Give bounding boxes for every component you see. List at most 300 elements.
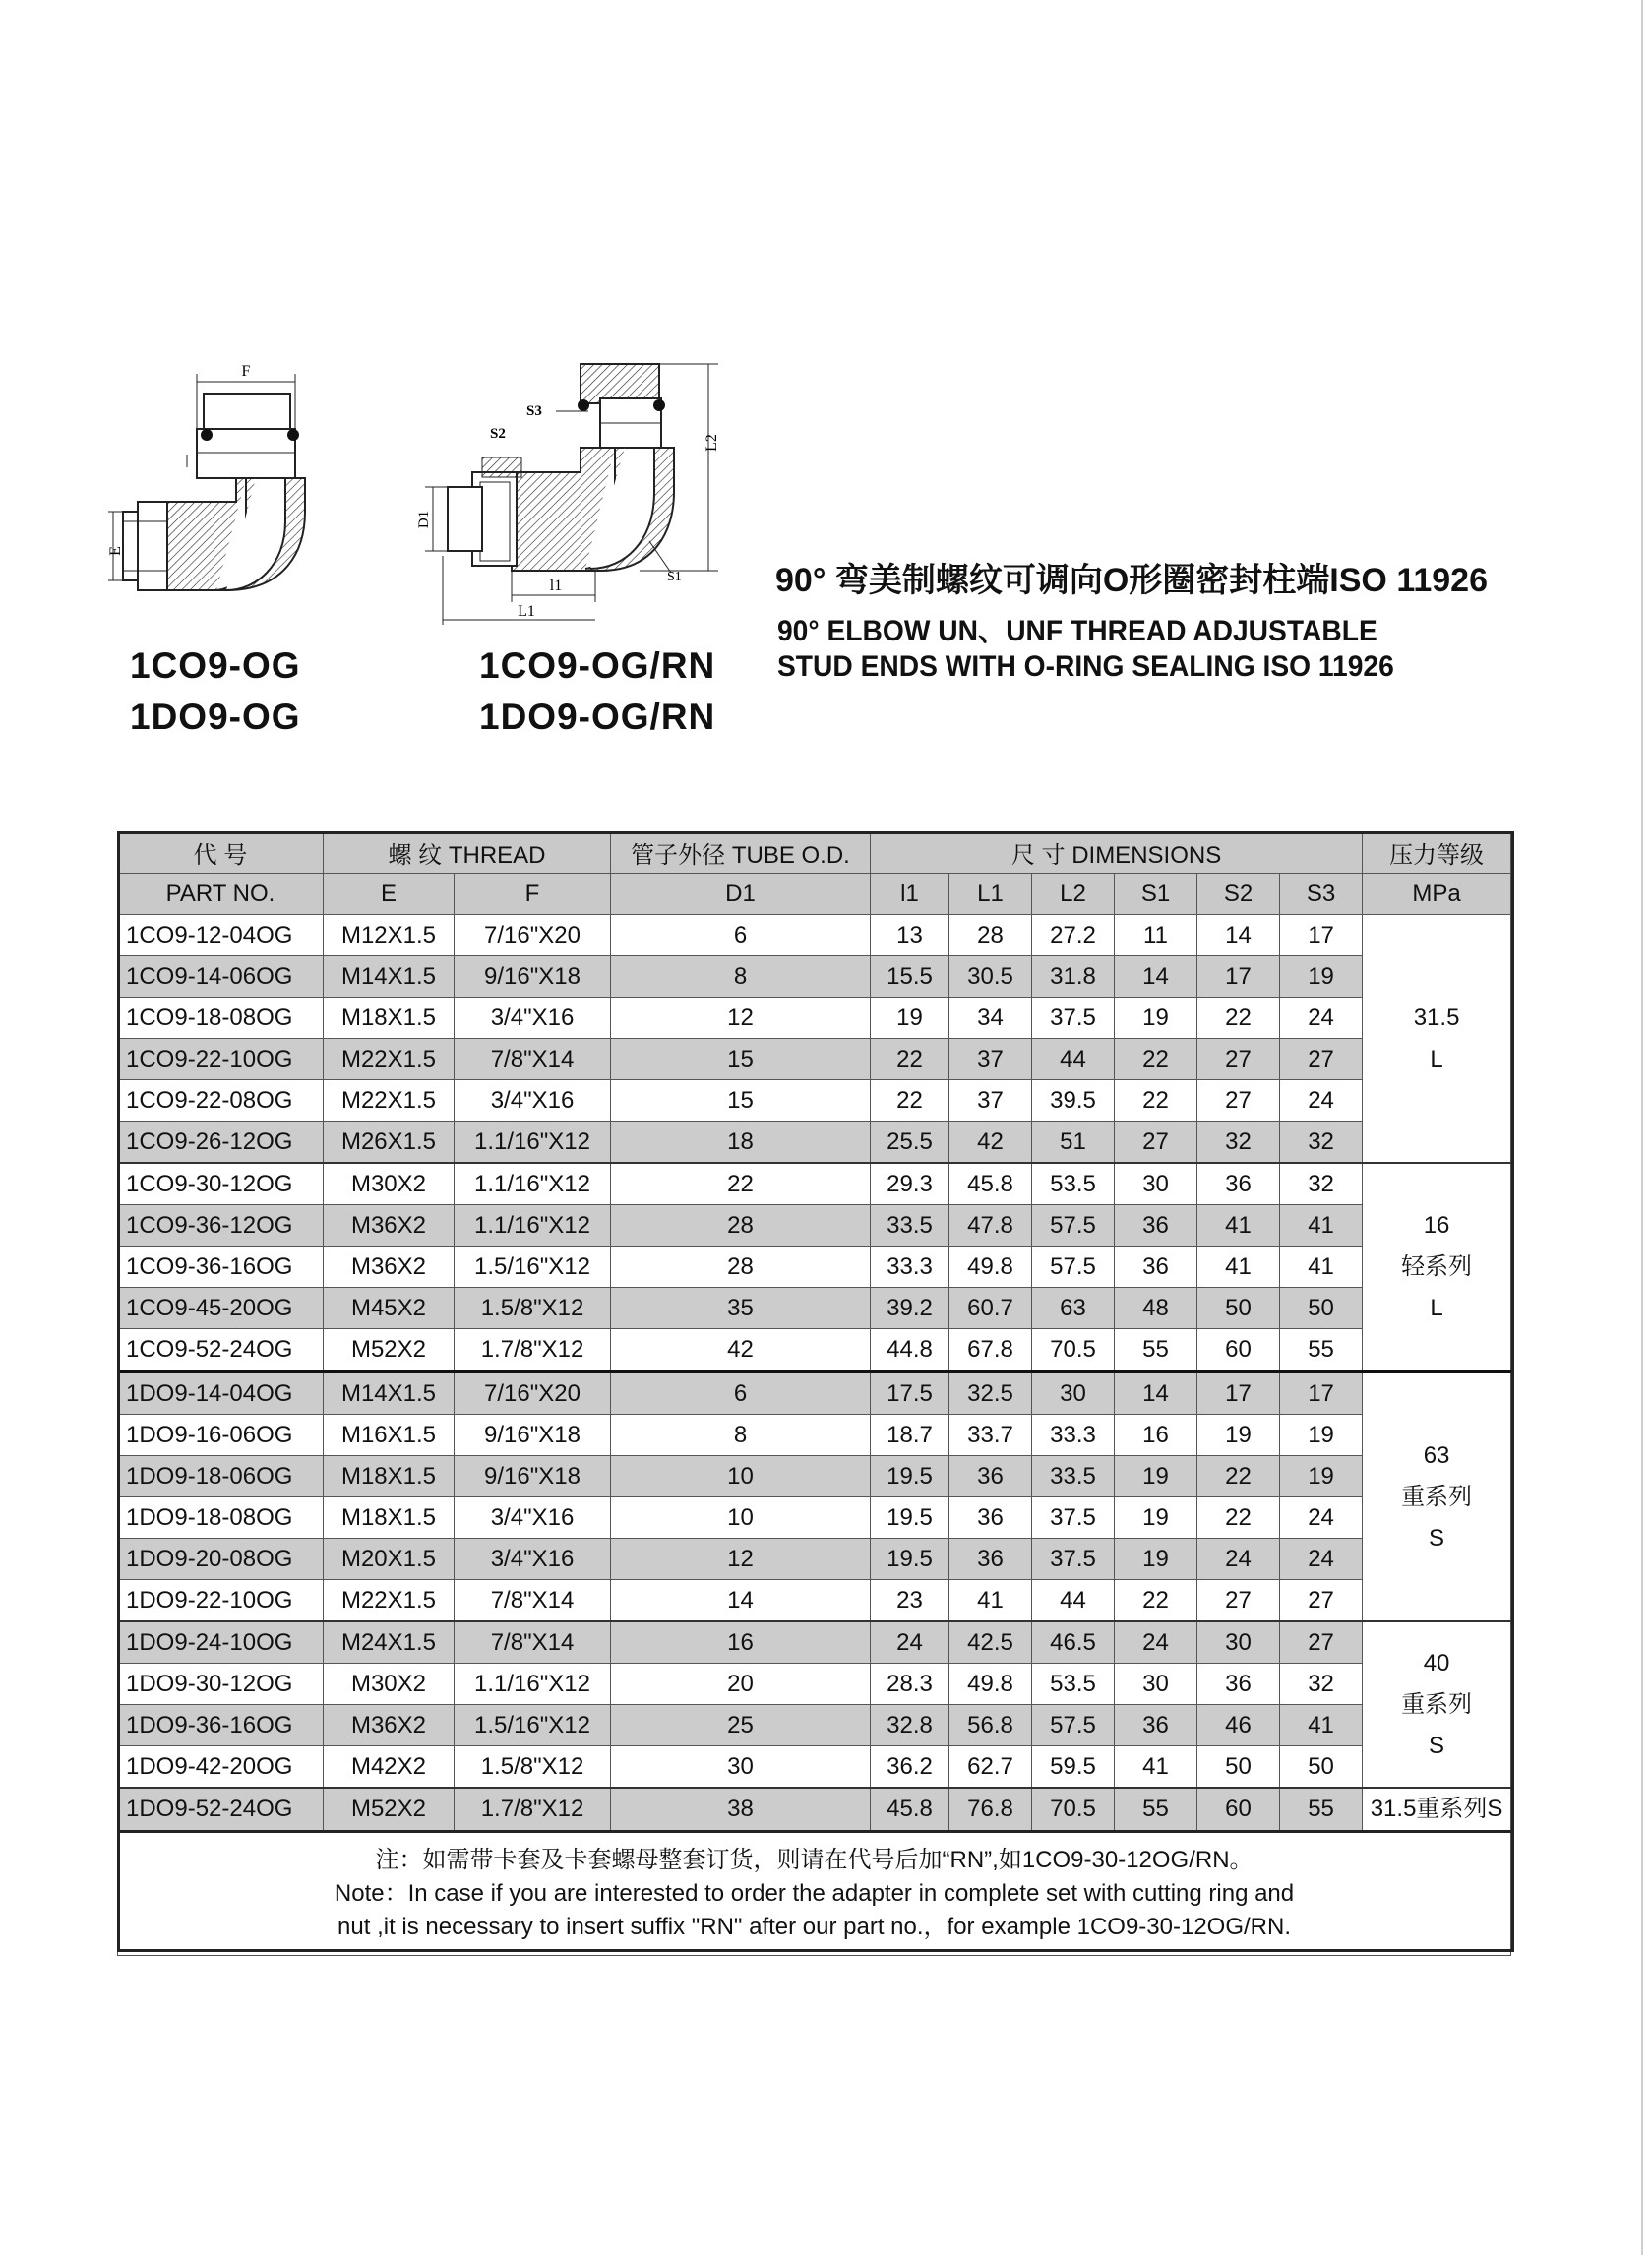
- cell-E: M22X1.5: [324, 1580, 455, 1622]
- cell-pn: 1DO9-24-10OG: [118, 1621, 324, 1664]
- dim-D1-label: D1: [416, 510, 432, 529]
- cell-l1: 22: [871, 1039, 949, 1080]
- cell-S3: 32: [1280, 1664, 1363, 1705]
- cell-pn: 1CO9-30-12OG: [118, 1163, 324, 1205]
- table-row: [118, 998, 1511, 1039]
- cell-S1: 19: [1115, 1456, 1197, 1497]
- cell-S1: 22: [1115, 1080, 1197, 1122]
- header-E: E: [324, 874, 455, 915]
- cell-pn: 1CO9-52-24OG: [118, 1329, 324, 1372]
- cell-L2: 53.5: [1032, 1664, 1115, 1705]
- cell-S1: 36: [1115, 1205, 1197, 1247]
- cell-S2: 50: [1197, 1746, 1280, 1789]
- cell-F: 1.1/16"X12: [455, 1163, 611, 1205]
- cell-D1: 6: [611, 1371, 871, 1415]
- table-row: [118, 1039, 1511, 1080]
- table-row: [118, 1621, 1511, 1664]
- pressure-line: S: [1429, 1732, 1445, 1759]
- cell-S3: 27: [1280, 1039, 1363, 1080]
- table-row: [118, 1205, 1511, 1247]
- cell-S3: 41: [1280, 1705, 1363, 1746]
- table-row: [118, 1329, 1511, 1372]
- header-mpa: MPa: [1363, 874, 1511, 915]
- cell-F: 3/4"X16: [455, 1539, 611, 1580]
- cell-E: M24X1.5: [324, 1621, 455, 1664]
- header-l1: l1: [871, 874, 949, 915]
- cell-E: M45X2: [324, 1288, 455, 1329]
- header-dimensions: 尺 寸 DIMENSIONS: [871, 832, 1363, 874]
- cell-S1: 27: [1115, 1122, 1197, 1164]
- cell-S1: 55: [1115, 1788, 1197, 1832]
- header-row-2: [118, 874, 1511, 915]
- cell-l1: 44.8: [871, 1329, 949, 1372]
- cell-L1: 32.5: [949, 1371, 1032, 1415]
- spec-table: [117, 831, 1511, 1956]
- cell-L1: 60.7: [949, 1288, 1032, 1329]
- table-row: [118, 1122, 1511, 1164]
- cell-pn: 1DO9-20-08OG: [118, 1539, 324, 1580]
- note-row: [118, 1832, 1511, 1956]
- cell-S3: 24: [1280, 1080, 1363, 1122]
- cell-L1: 67.8: [949, 1329, 1032, 1372]
- cell-D1: 38: [611, 1788, 871, 1832]
- pressure-group: [1363, 1371, 1511, 1621]
- dim-S1-label: S1: [667, 570, 682, 584]
- cell-L1: 36: [949, 1539, 1032, 1580]
- cell-l1: 18.7: [871, 1415, 949, 1456]
- cell-D1: 15: [611, 1039, 871, 1080]
- header-L2: L2: [1032, 874, 1115, 915]
- cell-l1: 32.8: [871, 1705, 949, 1746]
- page-edge-rule: [1641, 0, 1643, 2255]
- pressure-line: 31.5重系列S: [1370, 1796, 1503, 1822]
- cell-L2: 37.5: [1032, 998, 1115, 1039]
- cell-L2: 27.2: [1032, 915, 1115, 956]
- cell-L1: 42: [949, 1122, 1032, 1164]
- cell-l1: 19.5: [871, 1456, 949, 1497]
- header-D1: D1: [611, 874, 871, 915]
- pressure-line: L: [1430, 1294, 1443, 1321]
- left-logo-text: IDY: [246, 521, 272, 548]
- cell-D1: 30: [611, 1746, 871, 1789]
- cell-D1: 10: [611, 1456, 871, 1497]
- cell-pn: 1CO9-45-20OG: [118, 1288, 324, 1329]
- cell-S2: 22: [1197, 1497, 1280, 1539]
- model-code-right-1: 1CO9-OG/RN: [479, 645, 716, 686]
- cell-l1: 17.5: [871, 1371, 949, 1415]
- cell-S2: 22: [1197, 1456, 1280, 1497]
- cell-S2: 27: [1197, 1580, 1280, 1622]
- right-fitting-drawing: [413, 344, 728, 630]
- cell-D1: 15: [611, 1080, 871, 1122]
- cell-E: M36X2: [324, 1705, 455, 1746]
- cell-l1: 23: [871, 1580, 949, 1622]
- model-code-left-2: 1DO9-OG: [130, 697, 301, 737]
- table-row: [118, 1415, 1511, 1456]
- table-row: [118, 1746, 1511, 1789]
- cell-S1: 19: [1115, 1539, 1197, 1580]
- dim-F-label: F: [241, 363, 251, 380]
- pressure-line: 40: [1423, 1649, 1450, 1676]
- title-english-line1: 90° ELBOW UN、UNF THREAD ADJUSTABLE: [777, 615, 1377, 647]
- cell-E: M12X1.5: [324, 915, 455, 956]
- cell-F: 1.1/16"X12: [455, 1122, 611, 1164]
- cell-L1: 49.8: [949, 1247, 1032, 1288]
- cell-pn: 1CO9-36-16OG: [118, 1247, 324, 1288]
- title-chinese: 90° 弯美制螺纹可调向O形圈密封柱端ISO 11926: [775, 562, 1488, 599]
- cell-S1: 22: [1115, 1580, 1197, 1622]
- cell-F: 1.5/8"X12: [455, 1288, 611, 1329]
- cell-l1: 19.5: [871, 1497, 949, 1539]
- cell-S2: 27: [1197, 1039, 1280, 1080]
- cell-pn: 1CO9-14-06OG: [118, 956, 324, 998]
- cell-L1: 45.8: [949, 1163, 1032, 1205]
- cell-D1: 10: [611, 1497, 871, 1539]
- cell-pn: 1CO9-12-04OG: [118, 915, 324, 956]
- cell-L1: 47.8: [949, 1205, 1032, 1247]
- cell-L1: 30.5: [949, 956, 1032, 998]
- cell-F: 3/4"X16: [455, 1497, 611, 1539]
- header-row-1: [118, 832, 1511, 874]
- cell-S3: 50: [1280, 1288, 1363, 1329]
- pressure-line: 31.5: [1413, 1004, 1460, 1031]
- cell-pn: 1DO9-30-12OG: [118, 1664, 324, 1705]
- header-tube: 管子外径 TUBE O.D.: [611, 832, 871, 874]
- cell-L2: 57.5: [1032, 1705, 1115, 1746]
- header-pressure-cn: 压力等级: [1363, 832, 1511, 874]
- cell-L2: 57.5: [1032, 1247, 1115, 1288]
- cell-S1: 19: [1115, 1497, 1197, 1539]
- cell-E: M36X2: [324, 1205, 455, 1247]
- dim-L2-label: L2: [704, 434, 720, 452]
- pressure-line: 重系列: [1401, 1690, 1473, 1718]
- right-logo-text: IDY: [605, 492, 631, 518]
- cell-S2: 41: [1197, 1205, 1280, 1247]
- cell-S3: 32: [1280, 1122, 1363, 1164]
- table-row: [118, 1288, 1511, 1329]
- cell-L2: 37.5: [1032, 1497, 1115, 1539]
- header-S2: S2: [1197, 874, 1280, 915]
- cell-pn: 1DO9-52-24OG: [118, 1788, 324, 1832]
- header-S1: S1: [1115, 874, 1197, 915]
- cell-l1: 13: [871, 915, 949, 956]
- cell-S1: 36: [1115, 1247, 1197, 1288]
- cell-S3: 32: [1280, 1163, 1363, 1205]
- pressure-line: 重系列: [1401, 1483, 1473, 1510]
- cell-L2: 59.5: [1032, 1746, 1115, 1789]
- table-row: [118, 1371, 1511, 1415]
- cell-L2: 39.5: [1032, 1080, 1115, 1122]
- dim-l1-label: l1: [549, 578, 563, 594]
- cell-D1: 12: [611, 998, 871, 1039]
- header-L1: L1: [949, 874, 1032, 915]
- table-row: [118, 915, 1511, 956]
- table-row: [118, 1163, 1511, 1205]
- cell-l1: 22: [871, 1080, 949, 1122]
- cell-S2: 24: [1197, 1539, 1280, 1580]
- cell-L2: 70.5: [1032, 1788, 1115, 1832]
- title-english-line2: STUD ENDS WITH O-RING SEALING ISO 11926: [777, 650, 1394, 683]
- cell-pn: 1CO9-36-12OG: [118, 1205, 324, 1247]
- cell-D1: 16: [611, 1621, 871, 1664]
- cell-l1: 36.2: [871, 1746, 949, 1789]
- cell-L2: 44: [1032, 1039, 1115, 1080]
- cell-L2: 33.5: [1032, 1456, 1115, 1497]
- cell-L1: 62.7: [949, 1746, 1032, 1789]
- cell-F: 1.7/8"X12: [455, 1329, 611, 1372]
- cell-L1: 37: [949, 1080, 1032, 1122]
- cell-L2: 63: [1032, 1288, 1115, 1329]
- pressure-line: 轻系列: [1401, 1252, 1473, 1280]
- pressure-group: [1363, 1621, 1511, 1788]
- cell-l1: 28.3: [871, 1664, 949, 1705]
- cell-L2: 53.5: [1032, 1163, 1115, 1205]
- cell-S3: 27: [1280, 1580, 1363, 1622]
- cell-E: M26X1.5: [324, 1122, 455, 1164]
- cell-F: 9/16"X18: [455, 956, 611, 998]
- cell-S1: 22: [1115, 1039, 1197, 1080]
- header-S3: S3: [1280, 874, 1363, 915]
- table-row: [118, 1539, 1511, 1580]
- cell-pn: 1DO9-36-16OG: [118, 1705, 324, 1746]
- cell-l1: 45.8: [871, 1788, 949, 1832]
- cell-pn: 1CO9-22-10OG: [118, 1039, 324, 1080]
- cell-S2: 50: [1197, 1288, 1280, 1329]
- pressure-group: [1363, 1163, 1511, 1371]
- cell-L1: 34: [949, 998, 1032, 1039]
- cell-D1: 28: [611, 1205, 871, 1247]
- cell-F: 3/4"X16: [455, 1080, 611, 1122]
- dim-L1-label: L1: [518, 603, 535, 620]
- cell-l1: 39.2: [871, 1288, 949, 1329]
- cell-l1: 19: [871, 998, 949, 1039]
- cell-E: M14X1.5: [324, 1371, 455, 1415]
- dim-E-label: E: [108, 546, 124, 556]
- cell-pn: 1DO9-22-10OG: [118, 1580, 324, 1622]
- cell-S3: 17: [1280, 915, 1363, 956]
- cell-E: M22X1.5: [324, 1080, 455, 1122]
- cell-D1: 6: [611, 915, 871, 956]
- cell-L2: 37.5: [1032, 1539, 1115, 1580]
- cell-L1: 49.8: [949, 1664, 1032, 1705]
- cell-pn: 1DO9-14-04OG: [118, 1371, 324, 1415]
- cell-L2: 31.8: [1032, 956, 1115, 998]
- cell-F: 9/16"X18: [455, 1415, 611, 1456]
- cell-S3: 41: [1280, 1205, 1363, 1247]
- cell-F: 1.5/16"X12: [455, 1705, 611, 1746]
- header-thread: 螺 纹 THREAD: [324, 832, 611, 874]
- cell-S1: 55: [1115, 1329, 1197, 1372]
- pressure-line: L: [1430, 1045, 1443, 1072]
- cell-l1: 15.5: [871, 956, 949, 998]
- cell-pn: 1DO9-18-06OG: [118, 1456, 324, 1497]
- pressure-group: [1363, 1788, 1511, 1832]
- cell-L2: 44: [1032, 1580, 1115, 1622]
- cell-S2: 22: [1197, 998, 1280, 1039]
- cell-F: 1.5/16"X12: [455, 1247, 611, 1288]
- cell-S3: 19: [1280, 1415, 1363, 1456]
- cell-F: 7/16"X20: [455, 915, 611, 956]
- cell-S1: 14: [1115, 1371, 1197, 1415]
- cell-D1: 18: [611, 1122, 871, 1164]
- table-row: [118, 1788, 1511, 1832]
- table-row: [118, 956, 1511, 998]
- cell-D1: 35: [611, 1288, 871, 1329]
- cell-L1: 33.7: [949, 1415, 1032, 1456]
- cell-L1: 56.8: [949, 1705, 1032, 1746]
- cell-D1: 28: [611, 1247, 871, 1288]
- cell-D1: 42: [611, 1329, 871, 1372]
- cell-F: 7/8"X14: [455, 1621, 611, 1664]
- table-row: [118, 1247, 1511, 1288]
- cell-l1: 25.5: [871, 1122, 949, 1164]
- cell-pn: 1CO9-26-12OG: [118, 1122, 324, 1164]
- cell-L1: 36: [949, 1497, 1032, 1539]
- cell-F: 7/16"X20: [455, 1371, 611, 1415]
- cell-L2: 57.5: [1032, 1205, 1115, 1247]
- model-code-right-2: 1DO9-OG/RN: [479, 697, 716, 737]
- cell-l1: 19.5: [871, 1539, 949, 1580]
- cell-F: 7/8"X14: [455, 1039, 611, 1080]
- header-F: F: [455, 874, 611, 915]
- cell-l1: 29.3: [871, 1163, 949, 1205]
- pressure-line: 16: [1423, 1211, 1450, 1239]
- dim-S2-label: S2: [490, 426, 506, 442]
- cell-F: 1.7/8"X12: [455, 1788, 611, 1832]
- cell-D1: 20: [611, 1664, 871, 1705]
- cell-E: M18X1.5: [324, 998, 455, 1039]
- cell-E: M22X1.5: [324, 1039, 455, 1080]
- pressure-line: 63: [1423, 1441, 1450, 1469]
- cell-L2: 33.3: [1032, 1415, 1115, 1456]
- cell-S1: 41: [1115, 1746, 1197, 1789]
- cell-S1: 30: [1115, 1163, 1197, 1205]
- cell-E: M52X2: [324, 1329, 455, 1372]
- cell-pn: 1DO9-16-06OG: [118, 1415, 324, 1456]
- cell-S3: 55: [1280, 1788, 1363, 1832]
- cell-S3: 50: [1280, 1746, 1363, 1789]
- cell-S2: 36: [1197, 1163, 1280, 1205]
- cell-S1: 36: [1115, 1705, 1197, 1746]
- cell-F: 3/4"X16: [455, 998, 611, 1039]
- left-fitting-drawing: [108, 354, 364, 630]
- cell-L1: 37: [949, 1039, 1032, 1080]
- cell-S2: 60: [1197, 1788, 1280, 1832]
- cell-D1: 12: [611, 1539, 871, 1580]
- cell-S1: 11: [1115, 915, 1197, 956]
- cell-F: 1.1/16"X12: [455, 1205, 611, 1247]
- cell-S2: 17: [1197, 1371, 1280, 1415]
- cell-D1: 22: [611, 1163, 871, 1205]
- cell-pn: 1CO9-22-08OG: [118, 1080, 324, 1122]
- cell-E: M30X2: [324, 1163, 455, 1205]
- cell-E: M42X2: [324, 1746, 455, 1789]
- note-cn: 注：如需带卡套及卡套螺母整套订货，则请在代号后加“RN”,如1CO9-30-12OG/RN。: [375, 1847, 1254, 1873]
- cell-S3: 55: [1280, 1329, 1363, 1372]
- cell-L2: 30: [1032, 1371, 1115, 1415]
- cell-S1: 48: [1115, 1288, 1197, 1329]
- cell-S3: 24: [1280, 1539, 1363, 1580]
- cell-S2: 27: [1197, 1080, 1280, 1122]
- cell-S1: 16: [1115, 1415, 1197, 1456]
- table-row: [118, 1080, 1511, 1122]
- cell-S2: 14: [1197, 915, 1280, 956]
- cell-F: 1.1/16"X12: [455, 1664, 611, 1705]
- cell-L2: 70.5: [1032, 1329, 1115, 1372]
- cell-l1: 33.3: [871, 1247, 949, 1288]
- cell-S1: 19: [1115, 998, 1197, 1039]
- table-row: [118, 1497, 1511, 1539]
- cell-L1: 76.8: [949, 1788, 1032, 1832]
- cell-S2: 41: [1197, 1247, 1280, 1288]
- cell-S1: 24: [1115, 1621, 1197, 1664]
- model-code-left-1: 1CO9-OG: [130, 645, 301, 686]
- cell-l1: 33.5: [871, 1205, 949, 1247]
- note-en-line2: nut ,it is necessary to insert suffix "RN" after our part no.，for example 1CO9-30-12OG/RN.: [337, 1914, 1292, 1940]
- dim-S3-label: S3: [526, 403, 542, 419]
- cell-L2: 46.5: [1032, 1621, 1115, 1664]
- cell-E: M14X1.5: [324, 956, 455, 998]
- table-row: [118, 1705, 1511, 1746]
- table-row: [118, 1580, 1511, 1622]
- cell-S3: 24: [1280, 1497, 1363, 1539]
- cell-D1: 14: [611, 1580, 871, 1622]
- header-part-no: PART NO.: [118, 874, 324, 915]
- cell-D1: 25: [611, 1705, 871, 1746]
- cell-S2: 17: [1197, 956, 1280, 998]
- cell-L1: 41: [949, 1580, 1032, 1622]
- cell-S2: 60: [1197, 1329, 1280, 1372]
- cell-S2: 32: [1197, 1122, 1280, 1164]
- cell-E: M20X1.5: [324, 1539, 455, 1580]
- cell-D1: 8: [611, 1415, 871, 1456]
- cell-S3: 24: [1280, 998, 1363, 1039]
- cell-E: M30X2: [324, 1664, 455, 1705]
- cell-L1: 28: [949, 915, 1032, 956]
- cell-E: M16X1.5: [324, 1415, 455, 1456]
- cell-S3: 19: [1280, 1456, 1363, 1497]
- cell-F: 1.5/8"X12: [455, 1746, 611, 1789]
- cell-L1: 42.5: [949, 1621, 1032, 1664]
- table-row: [118, 1664, 1511, 1705]
- cell-E: M52X2: [324, 1788, 455, 1832]
- cell-D1: 8: [611, 956, 871, 998]
- cell-pn: 1CO9-18-08OG: [118, 998, 324, 1039]
- cell-E: M36X2: [324, 1247, 455, 1288]
- cell-F: 7/8"X14: [455, 1580, 611, 1622]
- header-code-cn: 代 号: [118, 832, 324, 874]
- cell-S2: 30: [1197, 1621, 1280, 1664]
- cell-S2: 36: [1197, 1664, 1280, 1705]
- note-cell: [118, 1832, 1511, 1956]
- note-en-line1: Note：In case if you are interested to order the adapter in complete set with cutting ring and: [334, 1880, 1295, 1907]
- cell-S3: 19: [1280, 956, 1363, 998]
- cell-E: M18X1.5: [324, 1497, 455, 1539]
- cell-S1: 30: [1115, 1664, 1197, 1705]
- cell-S1: 14: [1115, 956, 1197, 998]
- cell-pn: 1DO9-42-20OG: [118, 1746, 324, 1789]
- cell-S3: 41: [1280, 1247, 1363, 1288]
- cell-S2: 19: [1197, 1415, 1280, 1456]
- pressure-line: S: [1429, 1524, 1445, 1552]
- cell-S3: 17: [1280, 1371, 1363, 1415]
- cell-F: 9/16"X18: [455, 1456, 611, 1497]
- table-row: [118, 1456, 1511, 1497]
- cell-l1: 24: [871, 1621, 949, 1664]
- cell-L1: 36: [949, 1456, 1032, 1497]
- cell-S3: 27: [1280, 1621, 1363, 1664]
- cell-pn: 1DO9-18-08OG: [118, 1497, 324, 1539]
